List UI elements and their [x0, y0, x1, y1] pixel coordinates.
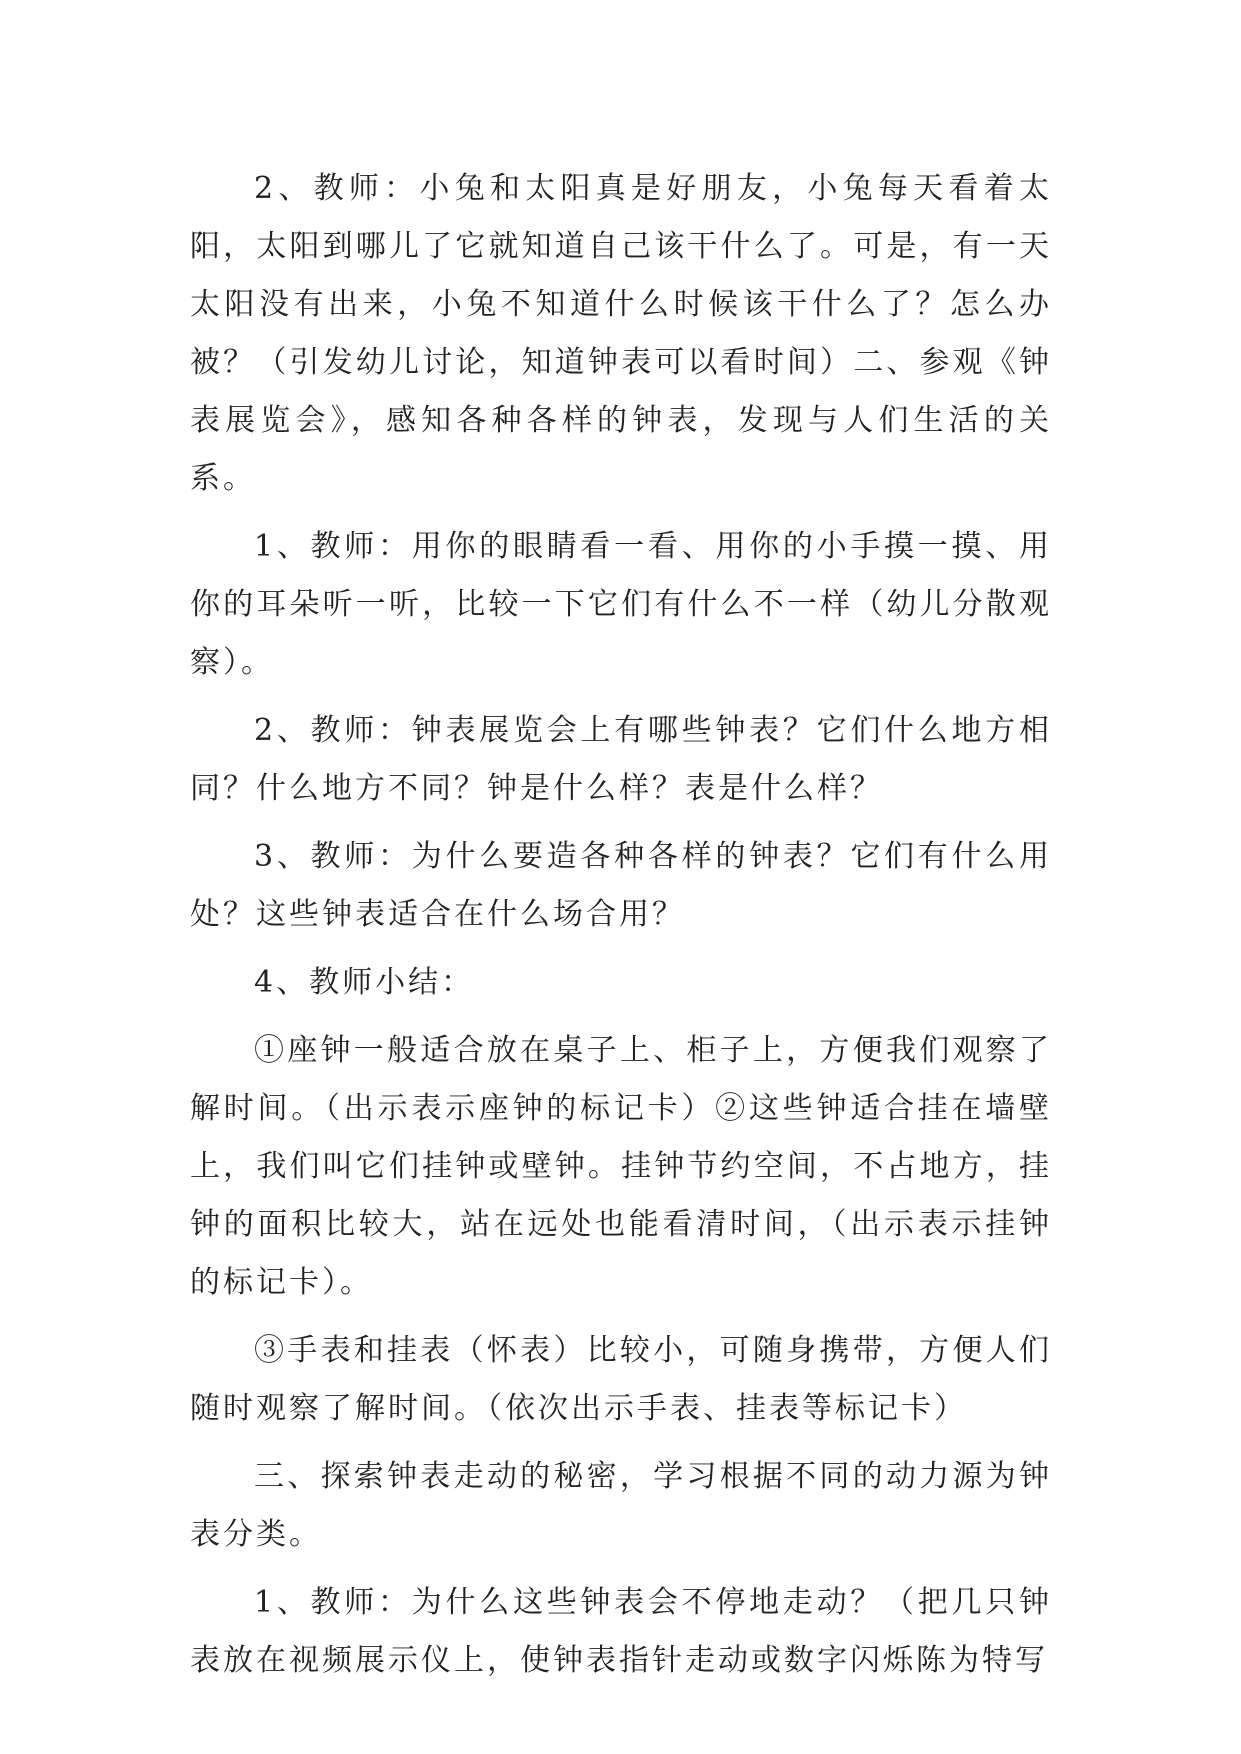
paragraph-watches: ③手表和挂表（怀表）比较小，可随身携带，方便人们随时观察了解时间。（依次出示手表、挂表等标记卡）	[190, 1333, 1052, 1426]
paragraph-why-clocks-move: 1、教师：为什么这些钟表会不停地走动？（把几只钟表放在视频展示仪上，使钟表指针走动或数字闪烁陈为特写	[190, 1585, 1052, 1678]
paragraph-desk-and-wall-clocks: ①座钟一般适合放在桌子上、柜子上，方便我们观察了解时间。（出示表示座钟的标记卡）②这些钟适合挂在墙壁上，我们叫它们挂钟或壁钟。挂钟节约空间，不占地方，挂钟的面积比较大，站在远处也能看清时间，（出示表示挂钟的标记卡）。	[190, 1033, 1052, 1300]
paragraph-exhibition-questions: 2、教师：钟表展览会上有哪些钟表？它们什么地方相同？什么地方不同？钟是什么样？表是什么样？	[190, 713, 1052, 806]
paragraph-teacher-summary: 4、教师小结：	[254, 965, 475, 1000]
paragraph-teacher-rabbit-sun: 2、教师：小兔和太阳真是好朋友，小兔每天看着太阳，太阳到哪儿了它就知道自己该干什么了。可是，有一天太阳没有出来，小兔不知道什么时候该干什么了？怎么办被？（引发幼儿讨论，知道钟表可以看时间）二、参观《钟表展览会》，感知各种各样的钟表，发现与人们生活的关系。	[190, 171, 1052, 496]
paragraph-observe-clocks: 1、教师：用你的眼睛看一看、用你的小手摸一摸、用你的耳朵听一听，比较一下它们有什么不一样（幼儿分散观察）。	[190, 529, 1052, 680]
paragraph-why-various-clocks: 3、教师：为什么要造各种各样的钟表？它们有什么用处？这些钟表适合在什么场合用？	[190, 839, 1052, 932]
paragraph-section-three: 三、探索钟表走动的秘密，学习根据不同的动力源为钟表分类。	[190, 1459, 1052, 1552]
document-body	[190, 160, 1052, 1700]
